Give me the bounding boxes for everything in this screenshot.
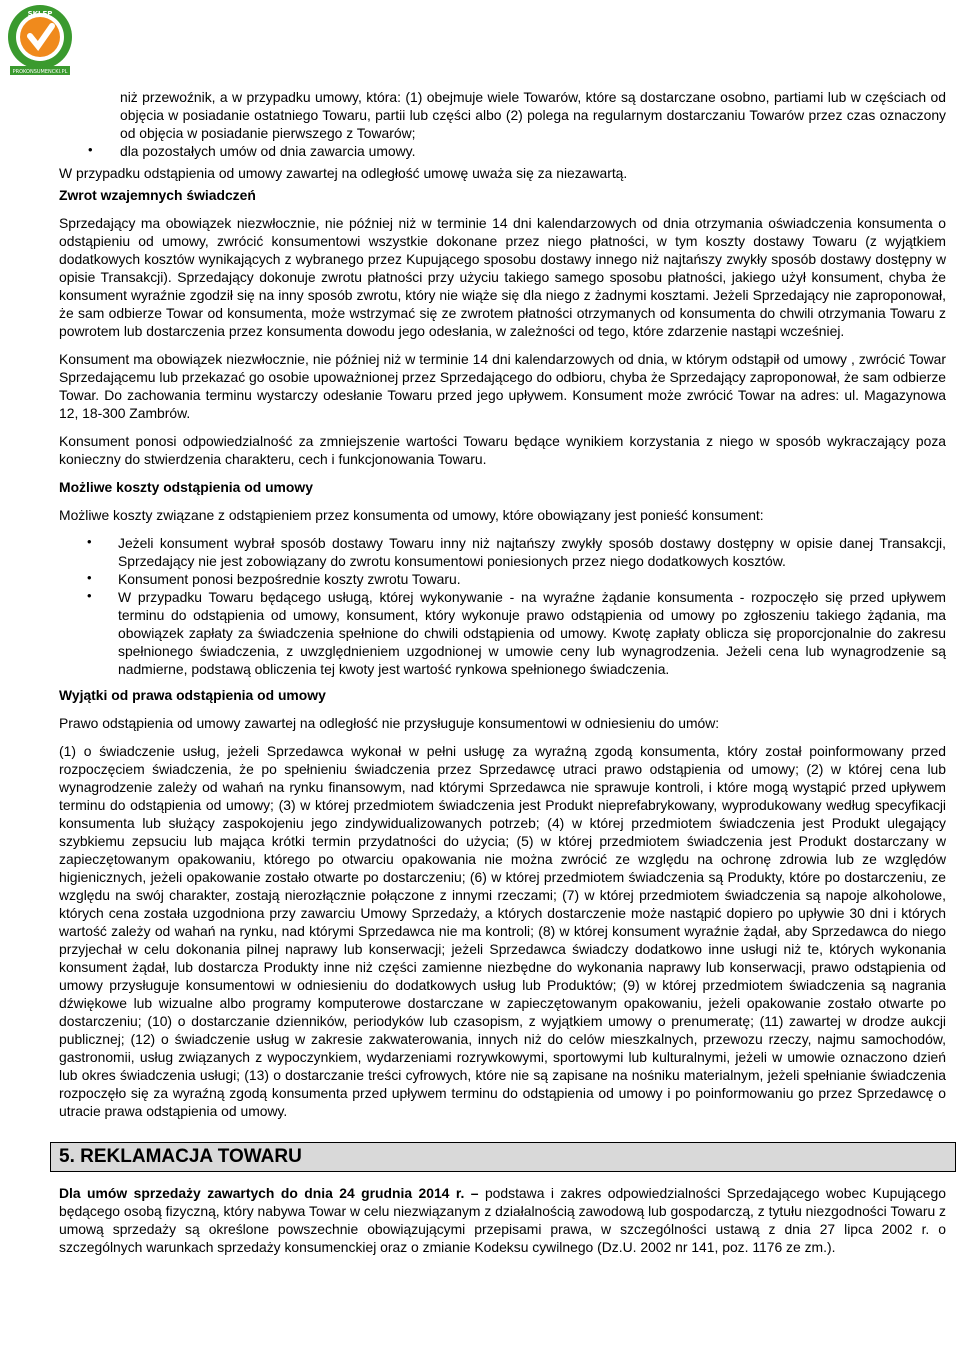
wyjatki-heading: Wyjątki od prawa odstąpienia od umowy [59,687,326,703]
intro-paragraph-1: niż przewoźnik, a w przypadku umowy, która: (1) obejmuje wiele Towarów, które są dostarczane osobno, partiami lub w częściach od objęcia w posiadanie ostatniego Towaru, partii lub części albo (2) polega na regularnym dostarczaniu Towarów przez czas oznaczony od objęcia w posiadanie pierwszego z Towarów; [120,89,946,141]
koszty-item-1: Jeżeli konsument wybrał sposób dostawy Towaru inny niż najtańszy zwykły sposób dostawy dostępny w opisie danej Transakcji, Sprzedający nie jest zobowiązany do zwrotu konsumentowi poniesionych przez niego dodatkowych kosztów. [118,535,946,569]
intro-bullet [59,142,946,160]
section-5-lead: Dla umów sprzedaży zawartych do dnia 24 grudnia 2014 r. [59,1185,465,1201]
bullet-icon: • [87,588,92,603]
zwrot-paragraph-1: Sprzedający ma obowiązek niezwłocznie, nie później niż w terminie 14 dni kalendarzowych od dnia otrzymania oświadczenia konsumenta o odstąpieniu od umowy, zwrócić konsumentowi wszystkie dokonane przez niego płatności, w tym koszty dostawy Towaru (z wyjątkiem dodatkowych kosztów wynikających z wybranego przez Kupującego sposobu dostawy innego niż najtańszy zwykły sposób dostawy dostępny w opisie Transakcji). Sprzedający dokonuje zwrotu płatności przy użyciu takiego samego sposobu płatności, jakiego użył konsument, chyba że konsument wyraźnie zgodził się na inny sposób zwrotu, który nie wiąże się dla niego z żadnymi kosztami. Jeżeli Sprzedający nie zaproponował, że sam odbierze Towar od konsumenta, może wstrzymać się ze zwrotem płatności otrzymanych od konsumenta do chwili otrzymania Towaru z powrotem lub dostarczenia przez konsumenta dowodu jego odesłania, w zależności od tego, które zdarzenie nastąpi wcześniej. [59,215,946,339]
section-5-text: podstawa i zakres odpowiedzialności Sprzedającego wobec Kupującego będącego osobą fizyczną, który nabywa Towar w celu niezwiązanym z działalnością zawodową lub gospodarczą, z tytułu niezgodności Towaru z umową sprzedaży są określone powszechnie obowiązującymi przepisami prawa, w szczególności ustawą z dnia 27 lipca 2002 r. o szczególnych warunkach sprzedaży konsumenckiej oraz o zmianie Kodeksu cywilnego (Dz.U. 2002 nr 141, poz. 1176 ze zm.). [59,1185,946,1255]
list-item [87,588,946,678]
document-body [59,88,946,1256]
logo [4,4,76,76]
bullet-icon: • [87,534,92,549]
section-5-heading: 5. REKLAMACJA TOWARU [50,1142,956,1172]
list-item [87,570,946,588]
section-5-paragraph [59,1184,946,1256]
section-5-dash: – [464,1185,479,1201]
logo-badge-icon [4,4,76,76]
koszty-heading: Możliwe koszty odstąpienia od umowy [59,479,313,495]
koszty-item-2: Konsument ponosi bezpośrednie koszty zwrotu Towaru. [118,571,461,587]
koszty-list [59,534,946,678]
logo-url-text: PROKONSUMENCKI.PL [12,69,68,75]
logo-top-text: SKLEP [27,10,53,18]
koszty-item-3: W przypadku Towaru będącego usługą, której wykonywanie - na wyraźne żądanie konsumenta - rozpoczęło się przed upływem terminu do odstąpienia od umowy, konsument, który wykonuje prawo odstąpienia od umowy po zgłoszeniu takiego żądania, ma obowiązek zapłaty za świadczenia spełnione do chwili odstąpienia od umowy. Kwotę zapłaty oblicza się proporcjonalnie do zakresu spełnionego świadczenia, z uwzględnieniem uzgodnionej w umowie ceny lub wynagrodzenia. Jeżeli cena lub wynagrodzenie są nadmierne, podstawą obliczenia tej kwoty jest wartość rynkowa spełnionego świadczenia. [118,589,946,677]
zwrot-paragraph-2: Konsument ma obowiązek niezwłocznie, nie później niż w terminie 14 dni kalendarzowych od dnia, w którym odstąpił od umowy , zwrócić Towar Sprzedającemu lub przekazać go osobie upoważnionej przez Sprzedającego do odbioru, chyba że Sprzedający zaproponował, że sam odbierze Towar. Do zachowania terminu wystarczy odesłanie Towaru przed jego upływem. Konsument może zwrócić Towar na adres: ul. Magazynowa 12, 18-300 Zambrów. [59,351,946,421]
koszty-intro: Możliwe koszty związane z odstąpieniem przez konsumenta od umowy, które obowiązany jest ponieść konsument: [59,507,764,523]
wyjatki-intro: Prawo odstąpienia od umowy zawartej na odległość nie przysługuje konsumentowi w odniesieniu do umów: [59,715,720,731]
zwrot-heading: Zwrot wzajemnych świadczeń [59,187,256,203]
bullet-icon: • [88,142,93,157]
intro-bullet-text: dla pozostałych umów od dnia zawarcia umowy. [120,143,416,159]
wyjatki-body: (1) o świadczenie usług, jeżeli Sprzedawca wykonał w pełni usługę za wyraźną zgodą konsumenta, który został poinformowany przed rozpoczęciem świadczenia, że po spełnieniu świadczenia przez Sprzedawcę utraci prawo odstąpienia od umowy; (2) w której cena lub wynagrodzenie zależy od wahań na rynku finansowym, nad którymi Sprzedawca nie sprawuje kontroli, i które mogą wystąpić przed upływem terminu do odstąpienia od umowy; (3) w której przedmiotem świadczenia jest Produkt nieprefabrykowany, wyprodukowany według specyfikacji konsumenta lub służący zaspokojeniu jego zindywidualizowanych potrzeb; (4) w której przedmiotem świadczenia jest Produkt ulegający szybkiemu zepsuciu lub mająca krótki termin przydatności do użycia; (5) w której przedmiotem świadczenia jest Produkt dostarczany w zapieczętowanym opakowaniu, którego po otwarciu opakowania nie można zwrócić ze względu na ochronę zdrowia lub ze względów higienicznych, jeżeli opakowanie zostało otwarte po dostarczeniu; (6) w której przedmiotem świadczenia są Produkty, które po dostarczeniu, ze względu na swój charakter, zostają nierozłącznie połączone z innymi rzeczami; (7) w której przedmiotem świadczenia są napoje alkoholowe, których cena została uzgodniona przy zawarciu Umowy Sprzedaży, a których dostarczenie może nastąpić dopiero po upływie 30 dni i których wartość zależy od wahań na rynku, nad którymi Sprzedawca nie ma kontroli; (8) w której konsument wyraźnie żądał, aby Sprzedawca do niego przyjechał w celu dokonania pilnej naprawy lub konserwacji; jeżeli Sprzedawca świadczy dodatkowo inne usługi niż te, których wykonania konsument żądał, lub dostarcza Produkty inne niż części zamienne niezbędne do wykonania naprawy lub konserwacji, prawo odstąpienia od umowy przysługuje konsumentowi w odniesieniu do dodatkowych usług lub Produktów; (9) w której przedmiotem świadczenia są nagrania dźwiękowe lub wizualne albo programy komputerowe dostarczane w zapieczętowanym opakowaniu, jeżeli opakowanie zostało otwarte po dostarczeniu; (10) o dostarczanie dzienników, periodyków lub czasopism, z wyjątkiem umowy o prenumeratę; (11) zawartej w drodze aukcji publicznej; (12) o świadczenie usług w zakresie zakwaterowania, innych niż do celów mieszkalnych, przewozu rzeczy, najmu samochodów, gastronomii, usług związanych z wypoczynkiem, wydarzeniami rozrywkowymi, sportowymi lub kulturalnymi, jeżeli w umowie oznaczono dzień lub okres świadczenia usługi; (13) o dostarczanie treści cyfrowych, które nie są zapisane na nośniku materialnym, jeżeli spełnianie świadczenia rozpoczęło się za wyraźną zgodą konsumenta przed upływem terminu do odstąpienia od umowy i po poinformowaniu go przez Sprzedawcę o utracie prawa odstąpienia od umowy. [59,743,946,1119]
list-item [87,534,946,570]
intro-paragraph-2: W przypadku odstąpienia od umowy zawartej na odległość umowę uważa się za niezawartą. [59,165,628,181]
zwrot-paragraph-3: Konsument ponosi odpowiedzialność za zmniejszenie wartości Towaru będące wynikiem korzystania z niego w sposób wykraczający poza konieczny do stwierdzenia charakteru, cech i funkcjonowania Towaru. [59,433,946,467]
bullet-icon: • [87,570,92,585]
